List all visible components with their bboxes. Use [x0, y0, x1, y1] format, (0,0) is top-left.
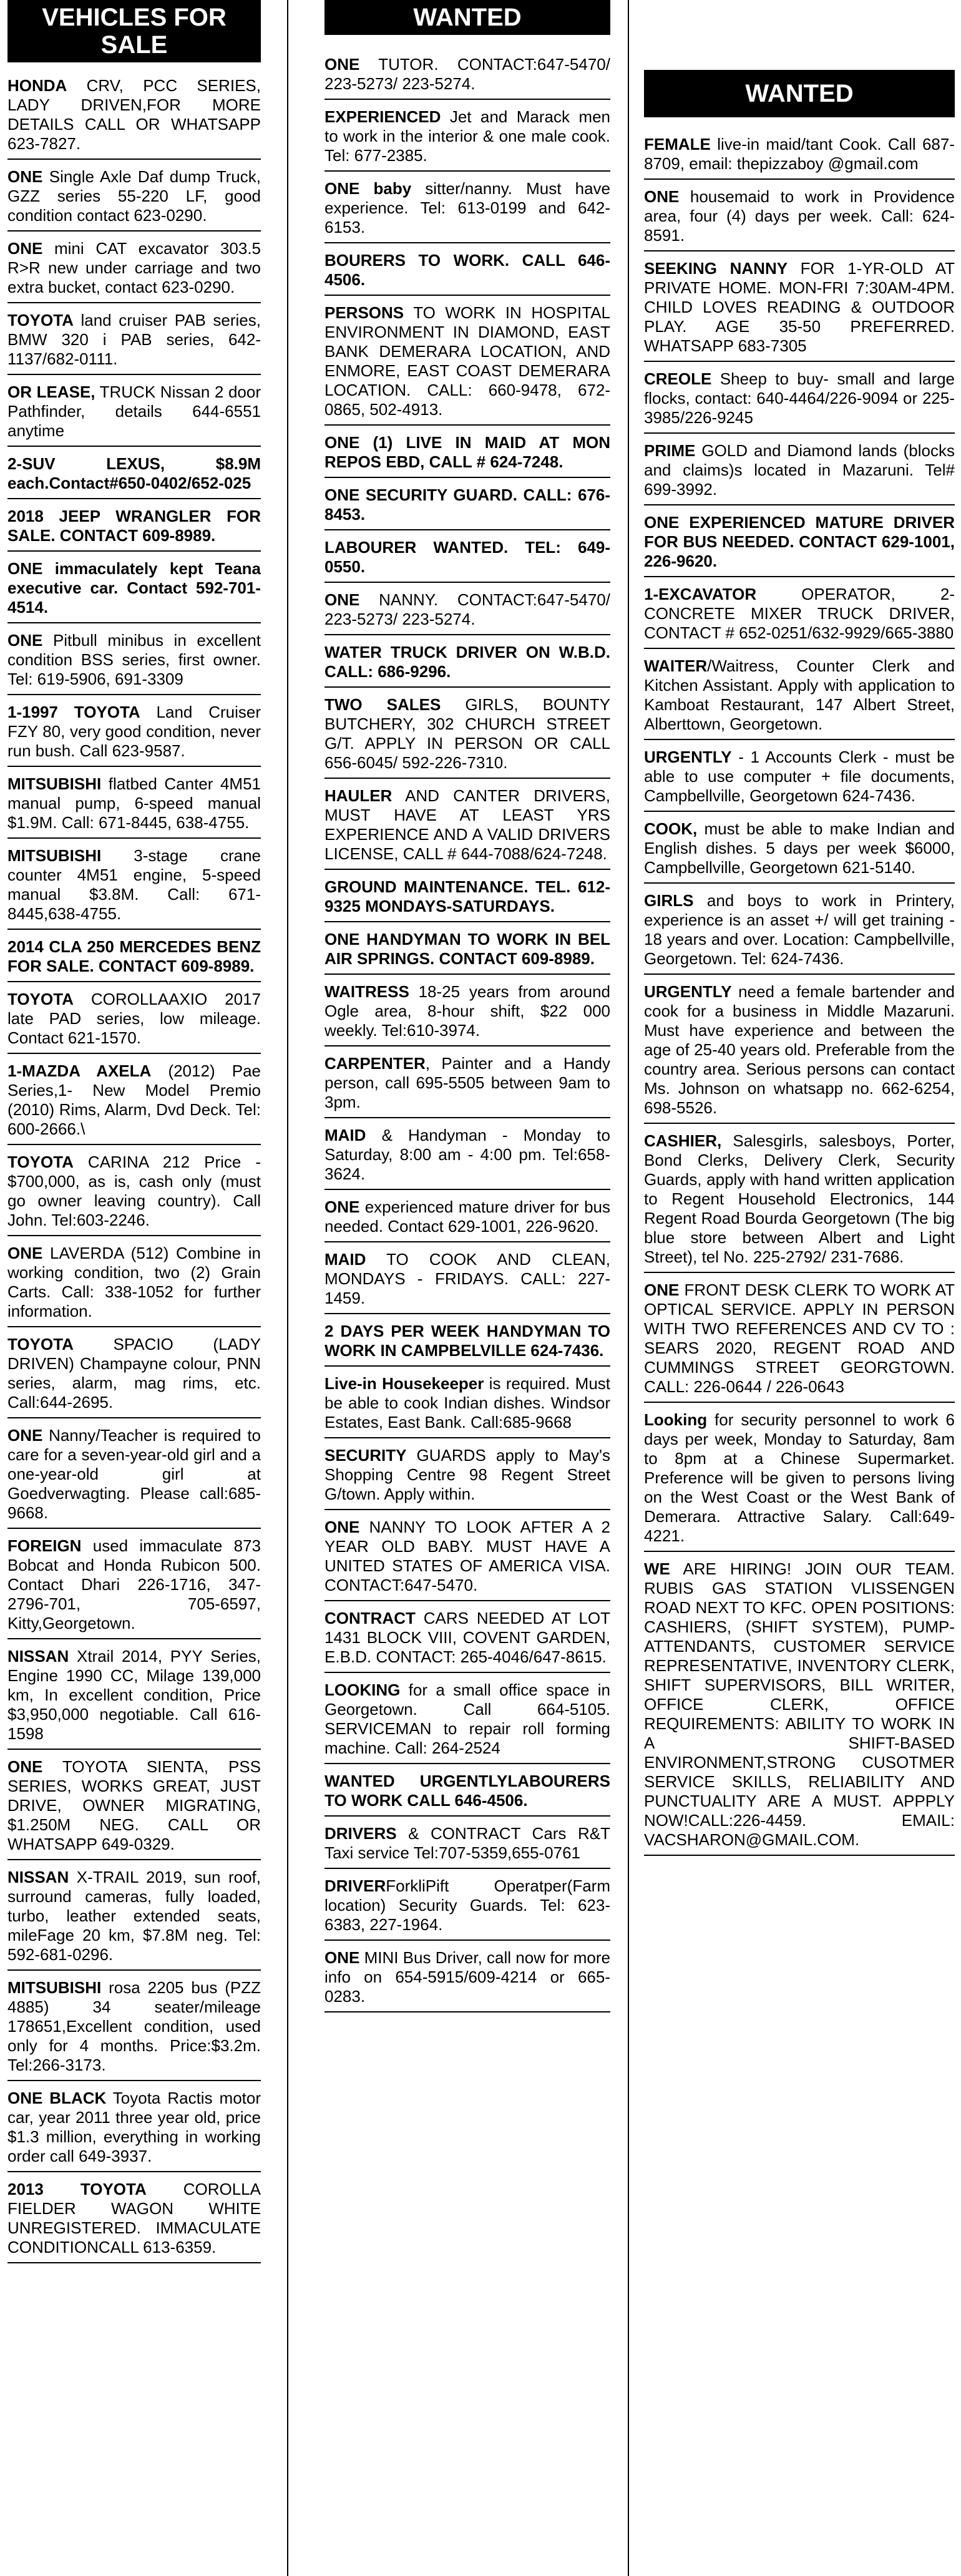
classified-ad	[324, 982, 610, 1046]
ad-lead: ONE	[324, 1948, 360, 1967]
classified-ad	[7, 507, 261, 552]
classified-ad	[324, 1446, 610, 1510]
ad-body: ARE HIRING! JOIN OUR TEAM. RUBIS GAS STATION VLISSENGEN ROAD NEXT TO KFC. OPEN POSITIONS: CASHIERS, (SHIFT SYSTEM), PUMP-ATTENDANTS, CUSTOMER SERVICE REPRESENTATIVE, INVENTORY CLERK, SHIFT SUPERVISORS, BILL WRITER, OFFICE CLERK, OFFICE REQUIREMENTS: ABILITY TO WORK IN A SHIFT-BASED ENVIRONMENT,STRONG CUSOTMER SERVICE SKILLS, RELIABILITY AND PUNCTUALITY ARE A MUST. APPPLY NOW!CALL:226-4459. EMAIL: VACSHARON@GMAIL.COM.	[644, 1559, 955, 1849]
ad-lead: URGENTLY	[644, 748, 732, 766]
ad-lead: ONE (1) LIVE IN MAID AT MON REPOS EBD, CALL # 624-7248.	[324, 433, 610, 471]
ad-lead: 1-1997 TOYOTA	[7, 703, 140, 721]
classified-ad	[644, 748, 955, 812]
ad-lead: ONE EXPERIENCED MATURE DRIVER FOR BUS NEEDED. CONTACT 629-1001, 226-9620.	[644, 513, 955, 570]
ad-lead: ONE	[324, 1518, 360, 1536]
classified-ad	[324, 930, 610, 975]
classified-ad	[324, 1198, 610, 1242]
ad-body: COROLLAAXIO 2017 late PAD series, low mileage. Contact 621-1570.	[7, 990, 261, 1047]
ad-body: LAVERDA (512) Combine in working condition, two (2) Grain Carts. Call: 338-1052 for further information.	[7, 1244, 261, 1320]
wanted-column-1	[324, 0, 610, 2020]
classified-ad	[324, 786, 610, 870]
ad-lead: ONE	[7, 1244, 43, 1262]
classified-ad	[644, 891, 955, 975]
ad-lead: DRIVER	[324, 1876, 386, 1895]
ad-body: ForkliPift Operatper(Farm location) Security Guards. Tel: 623-6383, 227-1964.	[324, 1876, 610, 1934]
classified-ad	[644, 1410, 955, 1552]
classified-ad	[644, 819, 955, 884]
ad-body: 18-25 years from around Ogle area, 8-hour shift, $22 000 weekly. Tel:610-3974.	[324, 982, 610, 1040]
ad-lead: PRIME	[644, 441, 696, 460]
ad-lead: WE	[644, 1559, 670, 1578]
classified-ad	[644, 259, 955, 362]
classified-ad	[324, 1126, 610, 1190]
ad-lead: ONE HANDYMAN TO WORK IN BEL AIR SPRINGS. CONTACT 609-8989.	[324, 930, 610, 968]
ad-lead: GIRLS	[644, 891, 694, 910]
classified-ad	[324, 1681, 610, 1764]
ad-body: TOYOTA SIENTA, PSS SERIES, WORKS GREAT, JUST DRIVE, OWNER MIGRATING, $1.250M NEG. CALL OR WHATSAPP 649-0329.	[7, 1757, 261, 1853]
classified-ad	[644, 1559, 955, 1856]
ad-lead: DRIVERS	[324, 1824, 397, 1843]
classified-ad	[7, 1536, 261, 1639]
classified-ad	[7, 1061, 261, 1145]
ad-body: Land Cruiser FZY 80, very good condition, never run bush. Call 623-9587.	[7, 703, 261, 760]
classified-ad	[7, 1757, 261, 1860]
classified-ad	[7, 1153, 261, 1236]
classified-ad	[324, 107, 610, 172]
classified-ad	[644, 656, 955, 740]
classified-ad	[7, 1868, 261, 1971]
wanted-ad-list-2	[644, 135, 955, 1856]
ad-lead: GROUND MAINTENANCE. TEL. 612-9325 MONDAYS-SATURDAYS.	[324, 877, 610, 915]
ad-lead: SECURITY	[324, 1446, 407, 1465]
wanted-column-2	[644, 0, 955, 1863]
ad-lead: FEMALE	[644, 135, 711, 154]
ad-body: need a female bartender and cook for a business in Middle Mazaruni. Must have experience and between the age of 25-40 years old. Preferable from the country area. Serious persons can contact Ms. Johnson on whatsapp no. 662-6254, 698-5526.	[644, 982, 955, 1117]
ad-body: GUARDS apply to May's Shopping Centre 98 Regent Street G/town. Apply within.	[324, 1446, 610, 1503]
classified-ad	[324, 643, 610, 688]
ad-lead: 2-SUV LEXUS, $8.9M each.Contact#650-0402/652-025	[7, 454, 261, 492]
classified-ad	[7, 559, 261, 623]
classified-ad	[324, 1876, 610, 1941]
classified-ad	[7, 167, 261, 232]
classified-ad	[644, 135, 955, 180]
ad-lead: 1-MAZDA AXELA	[7, 1061, 152, 1080]
classified-ad	[7, 774, 261, 839]
classified-ad	[7, 383, 261, 447]
ad-lead: ONE immaculately kept Teana executive car. Contact 592-701-4514.	[7, 559, 261, 617]
ad-lead: Looking	[644, 1410, 708, 1429]
classified-ad	[324, 1322, 610, 1367]
ad-body: Nanny/Teacher is required to care for a seven-year-old girl and a one-year-old girl at Goedverwagting. Please call:685-9668.	[7, 1426, 261, 1522]
classified-ad	[324, 877, 610, 922]
ad-body: must be able to make Indian and English dishes. 5 days per week $6000, Campbellville, Georgetown 621-5140.	[644, 819, 955, 877]
ad-body: 3-stage crane counter 4M51 engine, 5-speed manual $3.8M. Call: 671-8445,638-4755.	[7, 846, 261, 923]
ad-lead: MAID	[324, 1250, 366, 1269]
vehicles-ad-list	[7, 76, 261, 2263]
ad-lead: ONE BLACK	[7, 2089, 107, 2107]
ad-lead: NISSAN	[7, 1868, 69, 1886]
ad-body: Sheep to buy- small and large flocks, contact: 640-4464/226-9094 or 225-3985/226-9245	[644, 369, 955, 427]
ad-lead: ONE	[7, 167, 43, 186]
ad-lead: COOK,	[644, 819, 698, 838]
classified-ad	[324, 485, 610, 530]
classified-ad	[7, 631, 261, 695]
ad-lead: CASHIER,	[644, 1131, 722, 1150]
ad-body: is required. Must be able to cook Indian dishes. Windsor Estates, East Bank. Call:685-9668	[324, 1374, 611, 1432]
classified-ad	[644, 585, 955, 649]
ad-body: land cruiser PAB series, BMW 320 i PAB series, 642-1137/682-0111.	[7, 311, 261, 368]
ad-body: NANNY TO LOOK AFTER A 2 YEAR OLD BABY. MUST HAVE A UNITED STATES OF AMERICA VISA. CONTACT:647-5470.	[324, 1518, 610, 1594]
classified-ad	[324, 1518, 610, 1601]
ad-lead: ONE	[644, 1281, 680, 1299]
ad-body: CARS NEEDED AT LOT 1431 BLOCK VIII, COVENT GARDEN, E.B.D. CONTACT: 265-4046/647-8615.	[324, 1609, 610, 1666]
ad-lead: FOREIGN	[7, 1536, 82, 1555]
classified-ad	[7, 2180, 261, 2263]
classified-ad	[644, 982, 955, 1124]
ad-lead: WAITER	[644, 656, 708, 675]
column-divider-2	[628, 0, 629, 2576]
ad-body: TUTOR. CONTACT:647-5470/ 223-5273/ 223-5274.	[324, 55, 610, 93]
ad-body: Single Axle Daf dump Truck, GZZ series 55-220 LF, good condition contact 623-0290.	[7, 167, 261, 225]
ad-body: OPERATOR, 2- CONCRETE MIXER TRUCK DRIVER, CONTACT # 652-0251/632-9929/665-3880	[644, 585, 955, 642]
ad-body: Xtrail 2014, PYY Series, Engine 1990 CC, Milage 139,000 km, In excellent condition, Price $3,950,000 negotiable. Call 616-1598	[7, 1647, 261, 1743]
ad-lead: CARPENTER	[324, 1054, 426, 1073]
ad-body: housemaid to work in Providence area, four (4) days per week. Call: 624-8591.	[644, 187, 955, 245]
classified-ad	[324, 433, 610, 478]
ad-lead: WAITRESS	[324, 982, 409, 1001]
classified-ad	[324, 1250, 610, 1314]
ad-lead: ONE	[7, 239, 43, 258]
wanted-header-1: WANTED	[324, 0, 610, 35]
ad-lead: WANTED URGENTLYLABOURERS TO WORK CALL 646-4506.	[324, 1772, 610, 1810]
ad-lead: 1-EXCAVATOR	[644, 585, 757, 603]
ad-body: used immaculate 873 Bobcat and Honda Rubicon 500. Contact Dhari 226-1716, 347-2796-701, 705-6597, Kitty,Georgetown.	[7, 1536, 261, 1632]
ad-body: & Handyman - Monday to Saturday, 8:00 am - 4:00 pm. Tel:658-3624.	[324, 1126, 610, 1183]
ad-body: TO WORK IN HOSPITAL ENVIRONMENT IN DIAMOND, EAST BANK DEMERARA LOCATION, AND ENMORE, EAST COAST DEMERARA LOCATION. CALL: 660-9478, 672-0865, 502-4913.	[324, 303, 610, 419]
classified-ad	[324, 695, 610, 779]
ad-body: SPACIO (LADY DRIVEN) Champayne colour, PNN series, alarm, mag rims, etc. Call:644-2695.	[7, 1335, 261, 1412]
classified-ad	[7, 846, 261, 930]
classified-ad	[644, 187, 955, 251]
ad-lead: ONE baby	[324, 179, 412, 198]
classified-ad	[7, 1335, 261, 1418]
wanted-header-2: WANTED	[644, 70, 955, 117]
classified-ad	[7, 1426, 261, 1529]
classified-ad	[7, 990, 261, 1054]
classified-ad	[644, 1131, 955, 1273]
ad-lead: TOYOTA	[7, 311, 74, 329]
ad-lead: ONE	[324, 55, 360, 74]
ad-lead: EXPERIENCED	[324, 107, 441, 126]
ad-body: COROLLA FIELDER WAGON WHITE UNREGISTERED. IMMACULATE CONDITIONCALL 613-6359.	[7, 2180, 261, 2256]
ad-body: MINI Bus Driver, call now for more info on 654-5915/609-4214 or 665-0283.	[324, 1948, 610, 2006]
classified-ad	[644, 369, 955, 434]
ad-lead: SEEKING NANNY	[644, 259, 788, 278]
classified-ad	[324, 1948, 610, 2012]
classified-ad	[7, 937, 261, 982]
ad-lead: WATER TRUCK DRIVER ON W.B.D. CALL: 686-9296.	[324, 643, 610, 681]
ad-body: for security personnel to work 6 days per week, Monday to Saturday, 8am to 8pm at a Chinese Supermarket. Preference will be given to persons living on the West Coast or the West Bank of Demerara. Attractive Salary. Call:649-4221.	[644, 1410, 955, 1545]
ad-lead: ONE	[7, 1426, 43, 1445]
ad-lead: 2018 JEEP WRANGLER FOR SALE. CONTACT 609-8989.	[7, 507, 261, 545]
ad-body: mini CAT excavator 303.5 R>R new under carriage and two extra bucket, contact 623-0290.	[7, 239, 261, 296]
classified-ad	[644, 1281, 955, 1403]
ad-body: Jet and Marack men to work in the interior & one male cook. Tel: 677-2385.	[324, 107, 610, 165]
classified-ad	[7, 76, 261, 160]
ad-lead: MITSUBISHI	[7, 1978, 102, 1997]
ad-lead: CONTRACT	[324, 1609, 416, 1627]
ad-lead: 2013 TOYOTA	[7, 2180, 147, 2198]
ad-lead: LABOURER WANTED. TEL: 649-0550.	[324, 538, 610, 576]
ad-body: X-TRAIL 2019, sun roof, surround cameras, fully loaded, turbo, leather extended seats, mileFage 20 km, $7.8M neg. Tel: 592-681-0296.	[7, 1868, 261, 1964]
ad-body: NANNY. CONTACT:647-5470/ 223-5273/ 223-5274.	[324, 590, 610, 628]
ad-lead: 2014 CLA 250 MERCEDES BENZ FOR SALE. CONTACT 609-8989.	[7, 937, 261, 975]
ad-lead: 2 DAYS PER WEEK HANDYMAN TO WORK IN CAMPBELVILLE 624-7436.	[324, 1322, 610, 1360]
ad-body: TO COOK AND CLEAN, MONDAYS - FRIDAYS. CALL: 227-1459.	[324, 1250, 610, 1307]
ad-lead: ONE	[324, 1198, 360, 1216]
ad-body: CARINA 212 Price - $700,000, as is, cash only (must go owner leaving country). Call John. Tel:603-2246.	[7, 1153, 261, 1229]
ad-lead: ONE SECURITY GUARD. CALL: 676-8453.	[324, 485, 610, 524]
ad-body: (2012) Pae Series,1- New Model Premio (2010) Rims, Alarm, Dvd Deck. Tel: 600-2666.\	[7, 1061, 261, 1138]
ad-lead: BOURERS TO WORK. CALL 646-4506.	[324, 251, 610, 289]
ad-body: and boys to work in Printery, experience is an asset +/ will get training - 18 years and over. Location: Campbellville, Georgetown. Tel: 624-7436.	[644, 891, 955, 968]
ad-body: FRONT DESK CLERK TO WORK AT OPTICAL SERVICE. APPLY IN PERSON WITH TWO REFERENCES AND CV TO : SEARS 2020, REGENT ROAD AND CUMMINGS STREET GEORGTOWN. CALL: 226-0644 / 226-0643	[644, 1281, 955, 1396]
ad-lead: ONE	[7, 631, 43, 650]
ad-body: live-in maid/tant Cook. Call 687-8709, email: thepizzaboy @gmail.com	[644, 135, 955, 173]
vehicles-for-sale-column	[7, 0, 261, 2271]
classified-ad	[324, 1374, 610, 1438]
ad-body: CRV, PCC SERIES, LADY DRIVEN,FOR MORE DETAILS CALL OR WHATSAPP 623-7827.	[7, 76, 261, 153]
classified-ad	[324, 1054, 610, 1118]
classified-ad	[324, 179, 610, 243]
ad-body: flatbed Canter 4M51 manual pump, 6-speed manual $1.9M. Call: 671-8445, 638-4755.	[7, 774, 261, 832]
ad-body: for a small office space in Georgetown. Call 664-5105. SERVICEMAN to repair roll forming machine. Call: 264-2524	[324, 1681, 610, 1757]
ad-lead: PERSONS	[324, 303, 404, 322]
classified-ad	[324, 1824, 610, 1869]
classified-ad	[644, 513, 955, 577]
classified-ad	[7, 1647, 261, 1750]
ad-lead: ONE	[324, 590, 360, 609]
ad-body: /Waitress, Counter Clerk and Kitchen Assistant. Apply with application to Kamboat Restaurant, 147 Albert Street, Alberttown, Georgetown.	[644, 656, 955, 733]
ad-body: GIRLS, BOUNTY BUTCHERY, 302 CHURCH STREET G/T. APPLY IN PERSON OR CALL 656-6045/ 592-226-7310.	[324, 695, 610, 772]
ad-body: - 1 Accounts Clerk - must be able to use computer + file documents, Campbellville, Georgetown 624-7436.	[644, 748, 955, 805]
classified-ad	[324, 538, 610, 583]
ad-lead: Live-in Housekeeper	[324, 1374, 484, 1393]
ad-lead: ONE	[644, 187, 680, 206]
ad-lead: TOYOTA	[7, 990, 74, 1008]
classified-ad	[324, 590, 610, 635]
classified-ad	[7, 1244, 261, 1327]
ad-body: rosa 2205 bus (PZZ 4885) 34 seater/mileage 178651,Excellent condition, used only for 4 months. Price:$3.2m. Tel:266-3173.	[7, 1978, 261, 2074]
ad-body: TRUCK Nissan 2 door Pathfinder, details 644-6551 anytime	[7, 383, 261, 440]
ad-body: Pitbull minibus in excellent condition BSS series, first owner. Tel: 619-5906, 691-3309	[7, 631, 261, 688]
classified-ad	[324, 1772, 610, 1817]
ad-lead: TOYOTA	[7, 1153, 74, 1171]
classified-ad	[7, 239, 261, 303]
ad-lead: NISSAN	[7, 1647, 69, 1666]
ad-body: & CONTRACT Cars R&T Taxi service Tel:707-5359,655-0761	[324, 1824, 610, 1862]
column-divider-1	[287, 0, 288, 2576]
ad-body: experienced mature driver for bus needed. Contact 629-1001, 226-9620.	[324, 1198, 610, 1236]
ad-lead: CREOLE	[644, 369, 712, 388]
classified-ad	[7, 311, 261, 375]
ad-body: GOLD and Diamond lands (blocks and claims)s located in Mazaruni. Tel# 699-3992.	[644, 441, 955, 499]
classified-ad	[7, 454, 261, 499]
ad-lead: ONE	[7, 1757, 43, 1776]
ad-body: Toyota Ractis motor car, year 2011 three year old, price $1.3 million, everything in working order call 649-3937.	[7, 2089, 261, 2165]
ad-lead: URGENTLY	[644, 982, 732, 1001]
ad-lead: HAULER	[324, 786, 393, 805]
ad-lead: TOYOTA	[7, 1335, 74, 1354]
vehicles-for-sale-header: VEHICLES FOR SALE	[7, 0, 261, 62]
classified-ad	[324, 303, 610, 426]
ad-lead: MITSUBISHI	[7, 846, 102, 865]
classified-ad	[324, 1609, 610, 1673]
ad-lead: OR LEASE,	[7, 383, 95, 401]
wanted-ad-list-1	[324, 55, 610, 2012]
ad-lead: MAID	[324, 1126, 366, 1144]
ad-lead: LOOKING	[324, 1681, 401, 1699]
ad-lead: MITSUBISHI	[7, 774, 102, 793]
ad-lead: TWO SALES	[324, 695, 441, 714]
ad-body: sitter/nanny. Must have experience. Tel: 613-0199 and 642-6153.	[324, 179, 611, 237]
classified-ad	[7, 1978, 261, 2081]
ad-body: FOR 1-YR-OLD AT PRIVATE HOME. MON-FRI 7:30AM-4PM. CHILD LOVES READING & OUTDOOR PLAY. AGE 35-50 PREFERRED. WHATSAPP 683-7305	[644, 259, 955, 355]
classified-ad	[644, 441, 955, 505]
ad-body: , Painter and a Handy person, call 695-5505 between 9am to 3pm.	[324, 1054, 610, 1111]
classified-ad	[324, 251, 610, 296]
classified-ad	[7, 2089, 261, 2172]
ad-body: AND CANTER DRIVERS, MUST HAVE AT LEAST YRS EXPERIENCE AND A VALID DRIVERS LICENSE, CALL # 644-7088/624-7248.	[324, 786, 610, 863]
classified-ad	[324, 55, 610, 100]
ad-body: Salesgirls, salesboys, Porter, Bond Clerks, Delivery Clerk, Security Guards, apply with hand written application to Regent Household Electronics, 144 Regent Road Bourda Georgetown (The big blue store between Albert and Light Street), tel No. 225-2792/ 231-7686.	[644, 1131, 955, 1266]
classified-ad	[7, 703, 261, 767]
ad-lead: HONDA	[7, 76, 67, 95]
